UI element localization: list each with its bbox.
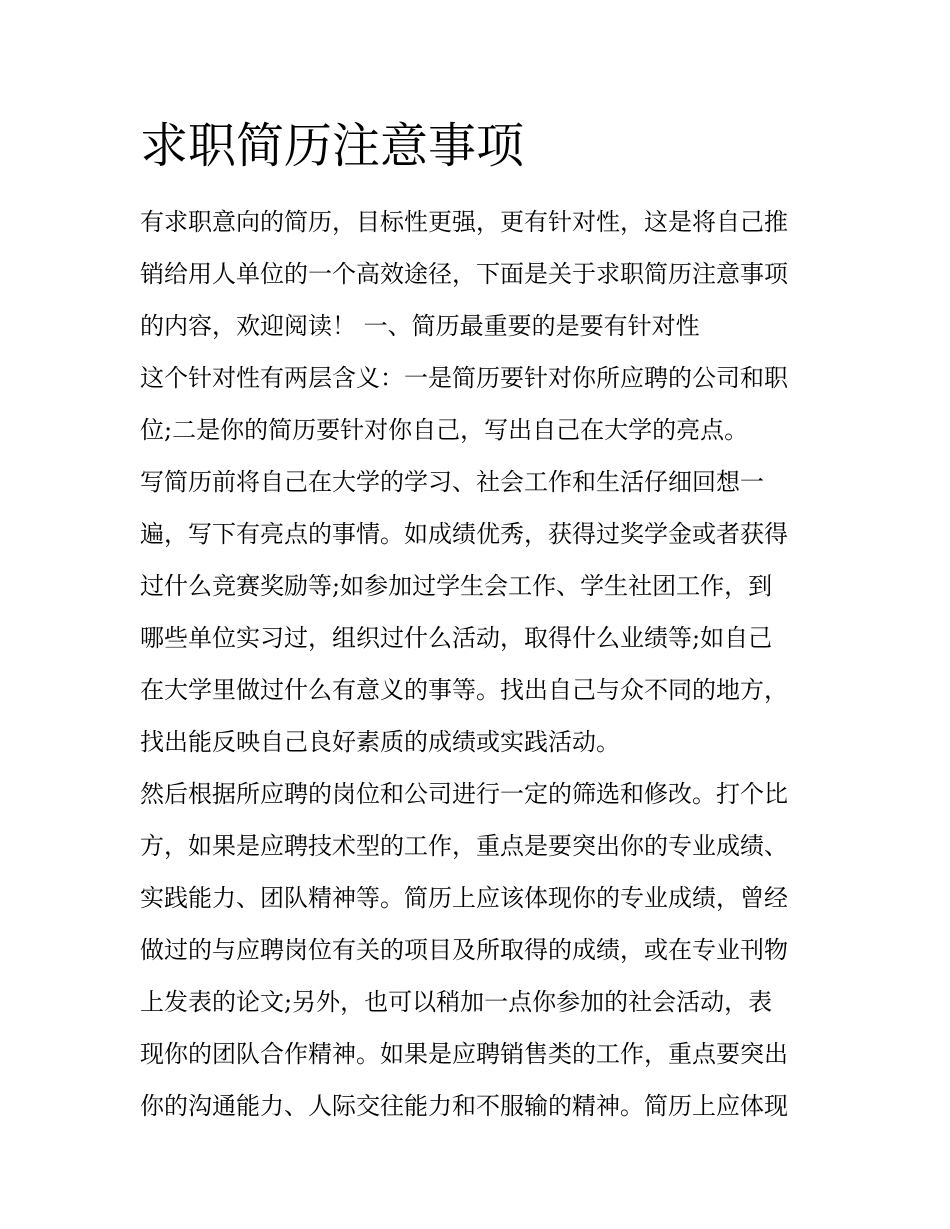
text-line: 实践能力、团队精神等。简历上应该体现你的专业成绩，曾经 bbox=[140, 884, 788, 912]
text-line: 方，如果是应聘技术型的工作，重点是要突出你的专业成绩、 bbox=[140, 832, 788, 860]
page-title: 求职简历注意事项 bbox=[140, 118, 525, 174]
text-line: 的内容，欢迎阅读！ 一、简历最重要的是要有针对性 bbox=[140, 312, 700, 340]
text-line: 找出能反映自己良好素质的成绩或实践活动。 bbox=[140, 728, 620, 756]
text-line: 这个针对性有两层含义：一是简历要针对你所应聘的公司和职 bbox=[140, 364, 788, 392]
text-line: 上发表的论文;另外，也可以稍加一点你参加的社会活动，表 bbox=[140, 988, 773, 1016]
body-text bbox=[140, 196, 820, 1132]
text-line: 然后根据所应聘的岗位和公司进行一定的筛选和修改。打个比 bbox=[140, 780, 788, 808]
text-line: 哪些单位实习过，组织过什么活动，取得什么业绩等;如自己 bbox=[140, 624, 773, 652]
text-line: 位;二是你的简历要针对你自己，写出自己在大学的亮点。 bbox=[140, 416, 749, 444]
text-line: 你的沟通能力、人际交往能力和不服输的精神。简历上应体现 bbox=[140, 1092, 788, 1120]
text-line: 在大学里做过什么有意义的事等。找出自己与众不同的地方， bbox=[140, 676, 788, 704]
text-line: 遍，写下有亮点的事情。如成绩优秀，获得过奖学金或者获得 bbox=[140, 520, 788, 548]
text-line: 有求职意向的简历，目标性更强，更有针对性，这是将自己推 bbox=[140, 208, 788, 236]
text-line: 现你的团队合作精神。如果是应聘销售类的工作，重点要突出 bbox=[140, 1040, 788, 1068]
text-line: 写简历前将自己在大学的学习、社会工作和生活仔细回想一 bbox=[140, 468, 764, 496]
text-line: 销给用人单位的一个高效途径，下面是关于求职简历注意事项 bbox=[140, 260, 788, 288]
text-line: 做过的与应聘岗位有关的项目及所取得的成绩，或在专业刊物 bbox=[140, 936, 788, 964]
text-line: 过什么竞赛奖励等;如参加过学生会工作、学生社团工作，到 bbox=[140, 572, 773, 600]
